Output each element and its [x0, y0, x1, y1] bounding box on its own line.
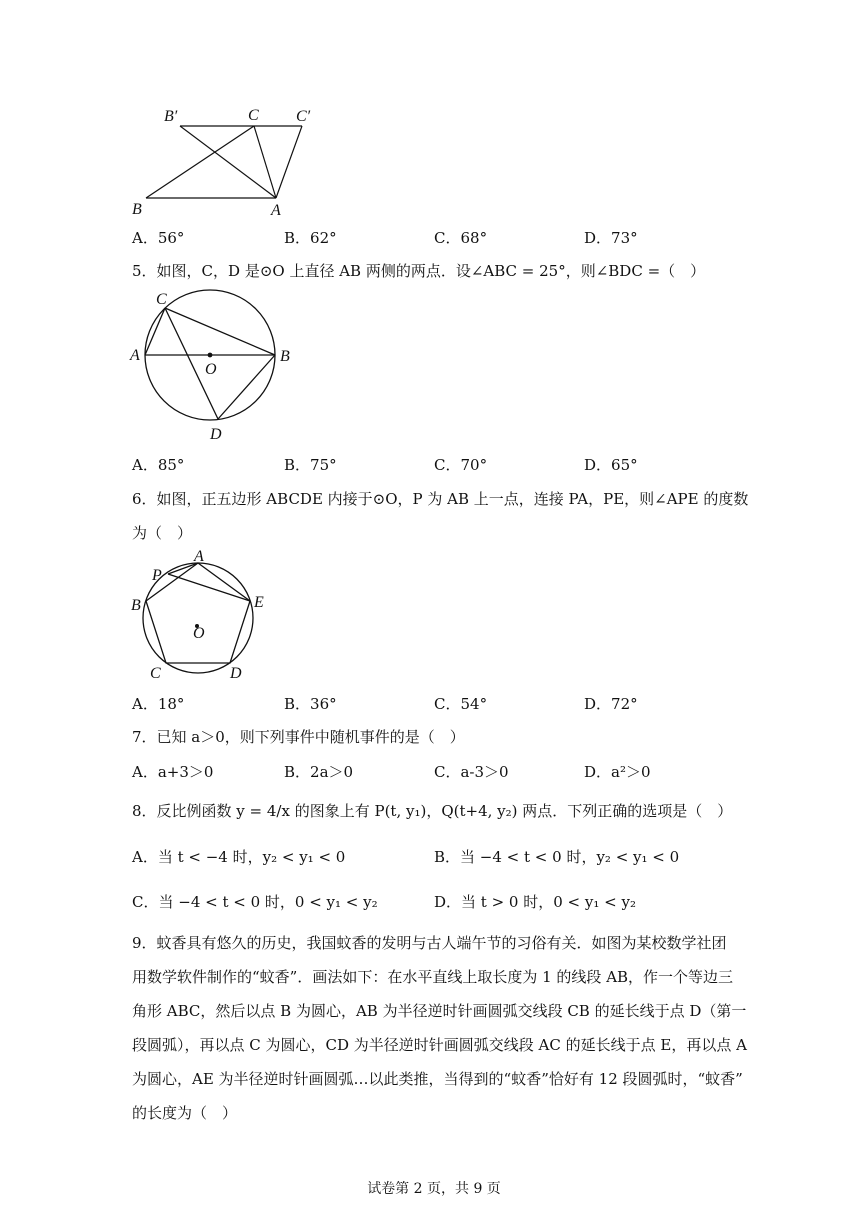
q5-label-c: C: [156, 291, 167, 308]
q4-figure: [128, 100, 328, 220]
page-footer: 试卷第 2 页，共 9 页: [367, 1181, 501, 1197]
q9-line-2: 用数学软件制作的“蚊香”．画法如下：在水平直线上取长度为 1 的线段 AB，作一个等边三: [132, 968, 734, 986]
q5-options: [132, 454, 772, 476]
q8-option-d[interactable]: D．当 t > 0 时，0 < y₁ < y₂: [434, 893, 636, 911]
q8-stem: 8．反比例函数 y = 4/x 的图象上有 P(t, y₁)，Q(t+4, y₂) 两点．下列正确的选项是（ ）: [132, 802, 733, 820]
q8-option-a[interactable]: A．当 t < −4 时，y₂ < y₁ < 0: [132, 848, 346, 866]
q6-label-a: A: [194, 548, 204, 565]
q4-option-b[interactable]: B．62°: [284, 229, 337, 247]
q4-label-c: C: [248, 107, 259, 124]
q6-label-o: O: [193, 625, 205, 642]
q7-option-c[interactable]: C．a-3＞0: [434, 763, 509, 781]
q4-options: [132, 227, 772, 249]
q6-label-e: E: [254, 594, 264, 611]
q4-label-a: A: [271, 202, 281, 219]
q5-label-a: A: [130, 347, 140, 364]
q4-label-b: B: [132, 201, 142, 218]
q5-label-d: D: [210, 426, 222, 443]
q5-label-b: B: [280, 348, 290, 365]
q8-options-row2: [132, 891, 772, 913]
q8-option-b[interactable]: B．当 −4 < t < 0 时，y₂ < y₁ < 0: [434, 848, 680, 866]
q9-line-1: 9．蚊香具有悠久的历史，我国蚊香的发明与古人端午节的习俗有关．如图为某校数学社团: [132, 934, 727, 952]
q6-label-b: B: [131, 597, 141, 614]
q7-stem: 7．已知 a＞0，则下列事件中随机事件的是（ ）: [132, 728, 465, 746]
q4-label-b-prime: B′: [164, 108, 178, 125]
q5-stem: 5．如图，C，D 是⊙O 上直径 AB 两侧的两点．设∠ABC = 25°，则∠BDC =（ ）: [132, 262, 706, 280]
q6-stem-line1: 6．如图，正五边形 ABCDE 内接于⊙O，P 为 AB 上一点，连接 PA，PE，则∠APE 的度数: [132, 490, 749, 508]
q5-option-c[interactable]: C．70°: [434, 456, 488, 474]
q5-option-b[interactable]: B．75°: [284, 456, 337, 474]
q9-line-3: 角形 ABC，然后以点 B 为圆心，AB 为半径逆时针画圆弧交线段 CB 的延长线于点 D（第一: [132, 1002, 747, 1020]
q5-label-o: O: [205, 361, 217, 378]
q6-option-a[interactable]: A．18°: [132, 695, 185, 713]
q9-paragraph: [132, 926, 747, 1130]
q7-option-a[interactable]: A．a+3＞0: [132, 763, 214, 781]
q9-line-5: 为圆心，AE 为半径逆时针画圆弧…以此类推，当得到的“蚊香”恰好有 12 段圆弧时，“蚊香”: [132, 1070, 743, 1088]
q8-option-c[interactable]: C．当 −4 < t < 0 时，0 < y₁ < y₂: [132, 893, 378, 911]
q4-option-d[interactable]: D．73°: [584, 229, 638, 247]
q6-figure: [128, 548, 278, 684]
q9-line-6: 的长度为（ ）: [132, 1104, 238, 1122]
q8-options-row1: [132, 846, 772, 868]
q6-label-p: P: [152, 567, 162, 584]
q5-figure-svg: [128, 288, 308, 448]
q5-option-a[interactable]: A．85°: [132, 456, 185, 474]
q4-option-a[interactable]: A．56°: [132, 229, 185, 247]
q7-option-d[interactable]: D．a²＞0: [584, 763, 651, 781]
q5-figure: [128, 288, 308, 448]
q7-option-b[interactable]: B．2a＞0: [284, 763, 354, 781]
q6-label-d: D: [230, 665, 242, 682]
q6-option-b[interactable]: B．36°: [284, 695, 337, 713]
q9-line-4: 段圆弧），再以点 C 为圆心，CD 为半径逆时针画圆弧交线段 AC 的延长线于点 E，再以点 A: [132, 1036, 747, 1054]
q5-option-d[interactable]: D．65°: [584, 456, 638, 474]
q7-options: [132, 761, 772, 783]
q6-stem-line2: 为（ ）: [132, 524, 193, 542]
q4-figure-svg: [128, 100, 328, 220]
q6-options: [132, 693, 772, 715]
q6-figure-svg: [128, 548, 278, 684]
q6-label-c: C: [150, 665, 161, 682]
q4-label-c-prime: C′: [296, 108, 311, 125]
q6-option-c[interactable]: C．54°: [434, 695, 488, 713]
q4-option-c[interactable]: C．68°: [434, 229, 488, 247]
q6-option-d[interactable]: D．72°: [584, 695, 638, 713]
